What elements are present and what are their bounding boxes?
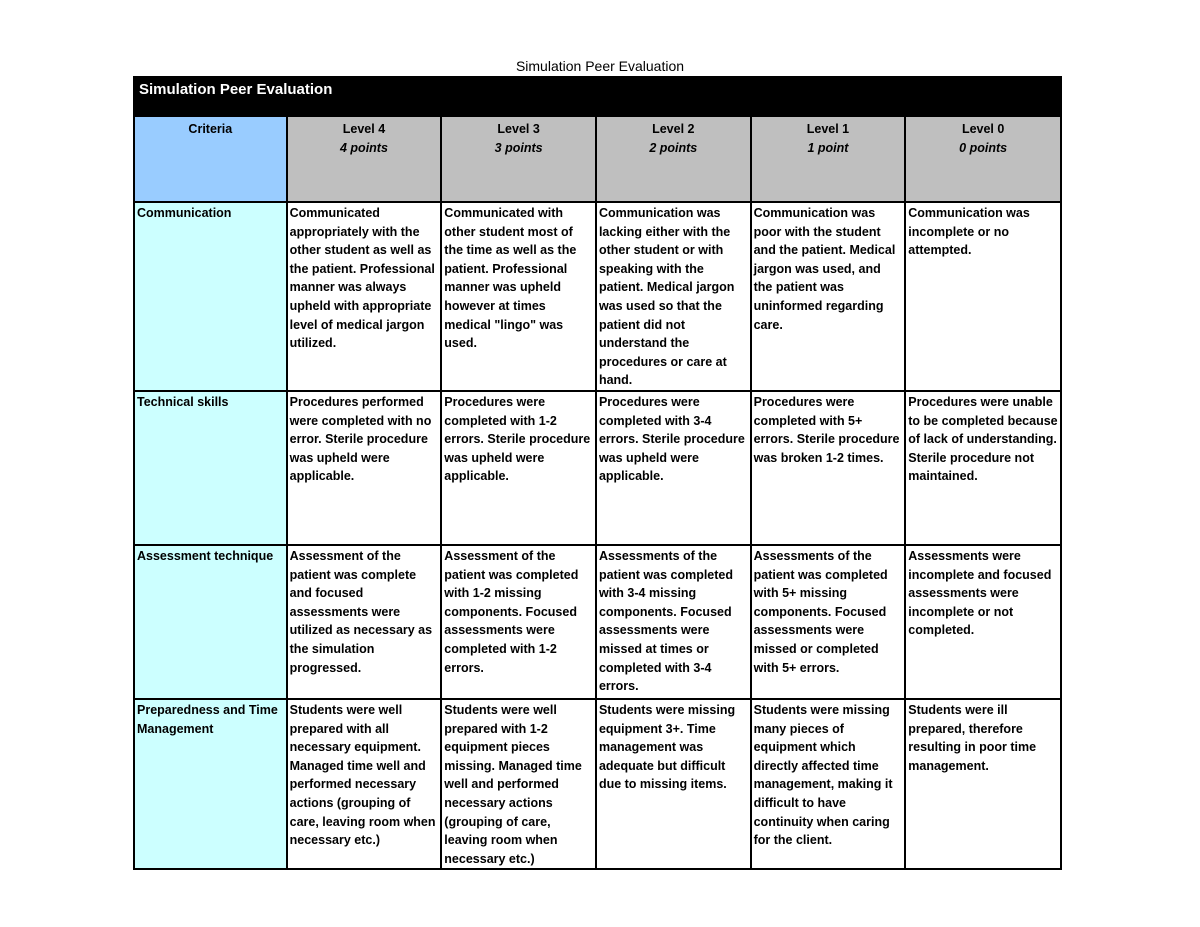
rubric-cell: Students were ill prepared, therefore resulting in poor time management. bbox=[905, 699, 1061, 869]
table-row-assessment-technique bbox=[134, 545, 1061, 699]
rubric-cell: Procedures performed were completed with no error. Sterile procedure was upheld were applicable. bbox=[287, 391, 442, 545]
rubric-cell: Communication was lacking either with the other student or with speaking with the patient. Medical jargon was used so that the patient did not understand the procedures or care at hand. bbox=[596, 202, 751, 391]
rubric-cell: Procedures were completed with 1-2 errors. Sterile procedure was upheld were applicable. bbox=[441, 391, 596, 545]
rubric-cell: Assessments of the patient was completed with 3-4 missing components. Focused assessments were missed at times or completed with 3-4 errors. bbox=[596, 545, 751, 699]
column-header-criteria bbox=[134, 116, 287, 202]
column-header-level-4 bbox=[287, 116, 442, 202]
column-header-label: Level 0 bbox=[961, 122, 1005, 136]
rubric-cell: Communicated with other student most of the time as well as the patient. Professional manner was upheld however at times medical "lingo" was used. bbox=[441, 202, 596, 391]
rubric-cell: Communicated appropriately with the other student as well as the patient. Professional manner was always upheld with appropriate level of medical jargon utilized. bbox=[287, 202, 442, 391]
rubric-cell: Assessments of the patient was completed with 5+ missing components. Focused assessments were missed or completed with 5+ errors. bbox=[751, 545, 906, 699]
rubric-table bbox=[133, 76, 1062, 870]
criterion-cell: Communication bbox=[134, 202, 287, 391]
column-header-label: Level 1 bbox=[806, 122, 850, 136]
rubric-cell: Assessments were incomplete and focused assessments were incomplete or not completed. bbox=[905, 545, 1061, 699]
column-header-points: 2 points bbox=[649, 140, 698, 155]
table-row-technical-skills bbox=[134, 391, 1061, 545]
column-header-level-1 bbox=[751, 116, 906, 202]
rubric-cell: Procedures were unable to be completed because of lack of understanding. Sterile procedure not maintained. bbox=[905, 391, 1061, 545]
rubric-cell: Procedures were completed with 5+ errors. Sterile procedure was broken 1-2 times. bbox=[751, 391, 906, 545]
column-header-level-3 bbox=[441, 116, 596, 202]
column-header-label: Criteria bbox=[188, 122, 233, 136]
table-row-preparedness bbox=[134, 699, 1061, 869]
column-header-level-0 bbox=[905, 116, 1061, 202]
table-title-row bbox=[134, 77, 1061, 116]
column-header-level-2 bbox=[596, 116, 751, 202]
table-row-communication bbox=[134, 202, 1061, 391]
column-header-label: Level 4 bbox=[342, 122, 386, 136]
rubric-cell: Students were well prepared with 1-2 equipment pieces missing. Managed time well and performed necessary actions (grouping of care, leaving room when necessary etc.) bbox=[441, 699, 596, 869]
rubric-cell: Students were well prepared with all necessary equipment. Managed time well and performed necessary actions (grouping of care, leaving room when necessary etc.) bbox=[287, 699, 442, 869]
rubric-cell: Students were missing many pieces of equipment which directly affected time management, making it difficult to have continuity when caring for the client. bbox=[751, 699, 906, 869]
rubric-cell: Procedures were completed with 3-4 errors. Sterile procedure was upheld were applicable. bbox=[596, 391, 751, 545]
column-header-label: Level 2 bbox=[652, 122, 695, 136]
column-header-points: 1 point bbox=[807, 140, 849, 155]
rubric-cell: Assessment of the patient was complete and focused assessments were utilized as necessary as the simulation progressed. bbox=[287, 545, 442, 699]
rubric-cell: Students were missing equipment 3+. Time management was adequate but difficult due to missing items. bbox=[596, 699, 751, 869]
table-title: Simulation Peer Evaluation bbox=[134, 77, 1061, 116]
criterion-cell: Preparedness and Time Management bbox=[134, 699, 287, 869]
rubric-cell: Communication was poor with the student and the patient. Medical jargon was used, and the patient was uninformed regarding care. bbox=[751, 202, 906, 391]
column-header-points: 4 points bbox=[340, 140, 388, 155]
criterion-cell: Technical skills bbox=[134, 391, 287, 545]
rubric-cell: Assessment of the patient was completed with 1-2 missing components. Focused assessments were completed with 1-2 errors. bbox=[441, 545, 596, 699]
column-header-points: 3 points bbox=[494, 140, 543, 155]
column-header-label: Level 3 bbox=[497, 122, 540, 136]
rubric-cell: Communication was incomplete or no attempted. bbox=[905, 202, 1061, 391]
column-header-row bbox=[134, 116, 1061, 202]
criterion-cell: Assessment technique bbox=[134, 545, 287, 699]
page-header: Simulation Peer Evaluation bbox=[515, 58, 685, 74]
column-header-points: 0 points bbox=[959, 140, 1008, 155]
